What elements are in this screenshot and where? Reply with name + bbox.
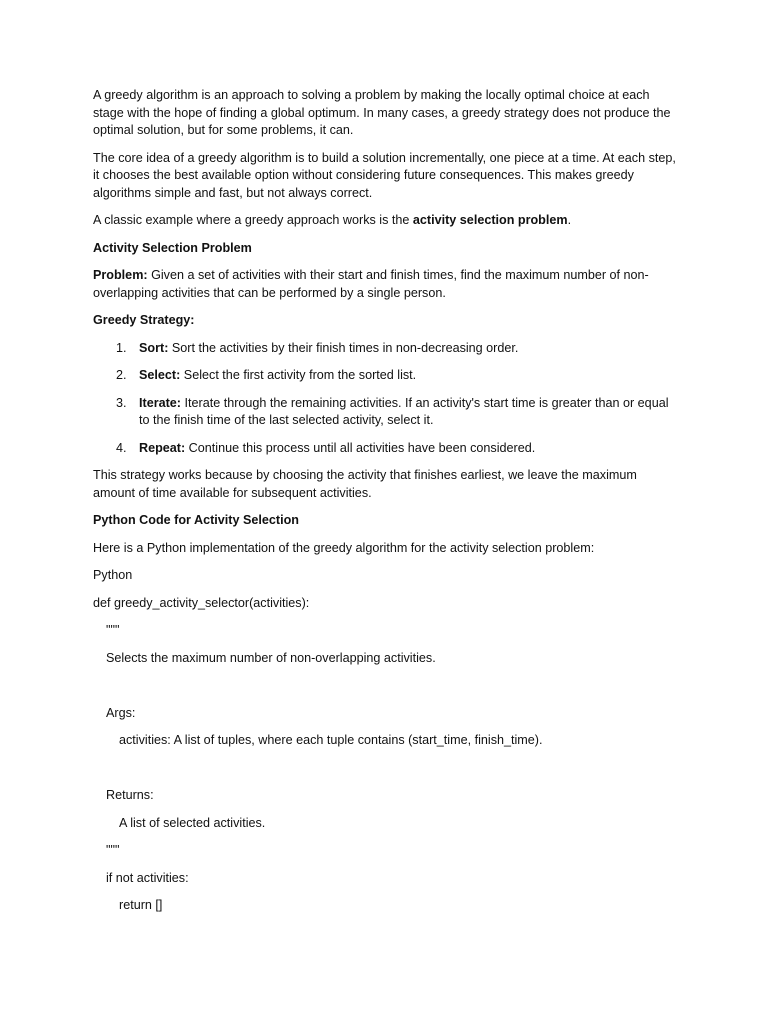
code-blank-line — [93, 760, 678, 778]
code-intro-paragraph: Here is a Python implementation of the greedy algorithm for the activity selection problem: — [93, 540, 595, 555]
code-return-line: return [] — [119, 898, 163, 912]
code-returns-desc: A list of selected activities. — [119, 815, 266, 830]
intro-p3-bold: activity selection problem — [412, 213, 568, 227]
section-heading-python-code: Python Code for Activity Selection — [93, 513, 299, 527]
step-text: Iterate through the remaining activities. If an activity's start time is greater than or equal to the finish time of the last selected activity, select it. — [139, 395, 669, 427]
code-language-label: Python — [93, 568, 133, 582]
code-doc-summary: Selects the maximum number of non-overlapping activities. — [106, 650, 436, 665]
step-label: Repeat: — [139, 440, 186, 455]
step-text: Select the first activity from the sorted list. — [180, 368, 417, 382]
step-number: 2. — [116, 368, 127, 382]
code-docstring-open: """ — [106, 623, 120, 637]
code-args-label: Args: — [106, 705, 136, 720]
intro-paragraph-2: The core idea of a greedy algorithm is to build a solution incrementally, one piece at a time. At each step, it chooses the best available option without considering future consequences. This makes greedy algorithms simple and fast, but not always correct. — [93, 150, 676, 200]
code-if-line: if not activities: — [106, 870, 189, 885]
intro-paragraph-3 — [93, 212, 678, 230]
section-heading-activity-selection: Activity Selection Problem — [93, 240, 252, 255]
step-label: Sort: — [139, 340, 169, 355]
list-item — [93, 340, 678, 358]
step-number: 1. — [116, 340, 127, 355]
intro-p3-prefix: A classic example where a greedy approach works is the — [93, 213, 413, 227]
code-args-desc: activities: A list of tuples, where each tuple contains (start_time, finish_time). — [119, 733, 543, 747]
step-label: Iterate: — [139, 395, 181, 410]
strategy-conclusion: This strategy works because by choosing the activity that finishes earliest, we leave the maximum amount of time available for subsequent activities. — [93, 468, 637, 500]
code-returns-label: Returns: — [106, 788, 154, 802]
step-text: Sort the activities by their finish times in non-decreasing order. — [168, 340, 519, 355]
strategy-steps-list — [93, 340, 678, 458]
code-docstring-close: """ — [106, 843, 120, 857]
problem-label: Problem: — [93, 268, 148, 282]
list-item — [93, 367, 678, 385]
step-label: Select: — [139, 368, 181, 382]
intro-paragraph-1: A greedy algorithm is an approach to solving a problem by making the locally optimal choice at each stage with the hope of finding a global optimum. In many cases, a greedy strategy does not produce the optimal solution, but for some problems, it can. — [93, 88, 671, 137]
problem-text: Given a set of activities with their start and finish times, find the maximum number of non-overlapping activities that can be performed by a single person. — [93, 268, 649, 300]
document-page — [93, 87, 678, 925]
step-number: 4. — [116, 440, 127, 455]
code-blank-line — [93, 677, 678, 695]
step-number: 3. — [116, 395, 127, 410]
step-text: Continue this process until all activities have been considered. — [185, 440, 536, 455]
problem-paragraph — [93, 267, 678, 302]
list-item — [93, 440, 678, 458]
intro-p3-suffix: . — [567, 213, 572, 227]
list-item — [93, 395, 678, 430]
strategy-heading: Greedy Strategy: — [93, 313, 195, 327]
code-def-line: def greedy_activity_selector(activities): — [93, 595, 310, 610]
